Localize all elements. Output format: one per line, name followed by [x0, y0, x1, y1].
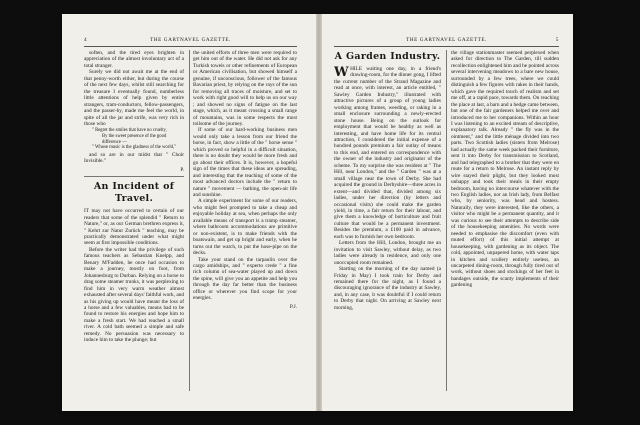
paragraph: Take your stand on the tarpaulin over the cargo amidships, and " experto crede " a fine rich column of sea-water played up and down the spine, will give you an appetite and help you through the day far better than the business office or wherever you find scope for your energies.: [193, 256, 297, 302]
drop-cap: W: [334, 65, 349, 80]
quote-line: " Regret the smiles that have no cruelty,: [92, 128, 167, 134]
paragraph: IT may not have occurred to certain of our readers that some of the splendid " Return to Nature," or, as our German brethren express it, " Kehrt zur Natur Zurück " teaching, may be practically demonstrated under what might seem at first impossible conditions.: [84, 208, 184, 247]
paragraph: Before the writer had the privilege of such famous teachers as Sebastian Kneipp, and Benary M'Fadden, he once had occasion to make a journey, mostly on foot, from Johannesburg to Durban. Relying on a horse to drag some steamer trunks, it was perplexing to find him in very warm weather almost exhausted after several days' faithful work, and as his giving up would have meant the loss of a horse and a few valuables, means had to be found to restore his energies and hope him to make a fresh start. We had reached a small river. A cold bath seemed a simple and safe remedy. No persuasion was necessary to induce him to take the plunge; but: [84, 246, 184, 344]
running-title: THE GARTNAVEL GAZETTE.: [149, 37, 232, 43]
verse-quote: [92, 128, 184, 150]
page-number: 5: [555, 37, 559, 43]
header-rule: [334, 46, 559, 47]
quote-line: difference —: [102, 139, 127, 145]
paragraph: If some of our hard-working business men would only take a lesson from our friend the horse, in fact, show a little of the " horse sense " which proved so helpful in a difficult situation, there is no doubt they would be more fresh and go about their offices. It is, however, a hopeful sign of the times that these ideas are spreading, and interesting that the teaching of some of the most advanced doctors include the " return to nature " movement — bathing, the open-air life and sunshine.: [193, 127, 297, 198]
right-column-2: [451, 50, 559, 393]
signature: P.J.: [289, 303, 297, 310]
section-divider: [84, 176, 184, 177]
paragraph: Letters from the Hill, London, brought me an invitation to visit Sawley, without delay, as two ladies were already in residence, and only one unoccupied room remained.: [334, 240, 441, 266]
paragraph: and so are in our midst that " Choir Invisible.": [84, 151, 184, 165]
running-title: THE GARTNAVEL GAZETTE.: [405, 37, 488, 43]
right-column-1: [334, 50, 441, 393]
paragraph: [334, 66, 441, 240]
quote-line: " Whose music is the gladness of the world,": [92, 145, 177, 151]
running-header: [84, 36, 297, 44]
signature: P.: [180, 166, 184, 173]
right-page: [322, 14, 573, 411]
column-divider: [189, 50, 190, 391]
left-column-2: [193, 50, 297, 393]
paragraph: the united efforts of three men were required to get him out of the water. He did not ask for any Turkish towels or other refinements of European or American civilisation, but showed himself a genuine, if unconscious, follower of the famous Bavarian priest, by relying on the rays of the sun for removing all traces of moisture, and set to work with right good will to help us on our way ; and showed no signs of fatigue on the last stage, which, as it meant crossing a small range of mountains, was in some respects the most toilsome of the journey.: [193, 50, 297, 127]
header-rule: [84, 46, 297, 47]
running-header: [334, 36, 559, 44]
left-column-1: [84, 50, 184, 393]
magazine-spread: [62, 14, 573, 411]
paragraph: Starting on the morning of the day named (a Friday in May) I took train for Derby and remained there for the night, as I found a discouraging ignorance of the industry at Sawley, and, in any case, it was doubtful if I could return to Derby that night. On arriving at Sawley next morning,: [334, 266, 441, 311]
quote-line: By the sweet presence of the good: [102, 134, 167, 140]
paragraph-text: HILE waiting one day, in a friend's drawing-room, for the dinner gong, I lifted the current number of the Strand Magazine and read at once, with interest, an article entitled, " Sawley Garden Industry," illustrated with attractive pictures of a group of young ladies working among frames, weeding, or raking in a small enclosure surrounding a newly-erected stone house. Being on the outlook for employment that would be healthy as well as interesting, and have home life for its central attraction, I considered the initial expense of a hundred pounds premium a fair outlay of means to this end, and entered on correspondence with the owner of the industry and originator of the scheme. To my surprise she was resident at " The Hill, near London," and the " Garden " was at a small village near the town of Derby. She had acquired the ground in Derbyshire—three acres in extent—and divided that, divided among six ladies, under her direction (by letters and occasional visits) she could make the garden yield, in time, a fair return for their labour, and give them a knowledge of horticulture and fruit culture that would be a permanent investment. Besides the premium, a £100 paid in advance, each was to furnish her own bedroom.: [334, 66, 441, 240]
paragraph: the village stationmaster seemed perplexed when asked for direction to The Garden, till sudden recollection enlightened him and he pointed across several intervening meadows to a bare new house, surrounded by a few trees, where we could distinguish a few figures with rakes in their hands, which gave the required touch of realism and set me off, at a rapid pace, towards them. On reaching the place at last, a barn and a hedge came between, but one of the fair gardeners helped me over and introduced me to her companions. Within an hour I was listening to an excited stream of descriptive, explanatory talk. Already " the fly was in the ointment," and the little ménage divided into two parts. Two Scottish ladies (sisters from Melrose) had actually the same week packed their furniture, sent it into Derby for transmission to Scotland, and had telegraphed to a brother that they were en route for a return to Melrose. An instant reply by wire stayed their plight, but they looked most unhappy and took their meals in their empty bedroom, having no intercourse whatever with the two English ladies, nor an Irish lady, from Belfast who, by seniority, was head and hostess. Naturally, they were interested, like the others, a visitor who might be a permanent quantity, and it was curious to see their attempts to describe side of the housekeeping amenities. No words were needed to emphasise the discomfort (even with muted effort) of this initial attempt at housekeeping, with gardening as its object. The cold, appointed, unpapered home, with water taps in kitchen and scullery entirely useless, an uncarpeted dining-room, through fully tired out of work, without shoes and stockings of her feet in bandages outside, the scanty implements of their gardening: [451, 50, 559, 289]
paragraph: A simple experiment for some of our readers, who might feel prompted to take a cheap and enjoyable holiday at sea, when perhaps the only available means of transport is a tramp steamer, where bathroom accommodations are primitive or non-existent, is to make friends with the boatswain, and get up bright and early, when he turns out the watch, to put the hose-pipe on the decks.: [193, 198, 297, 257]
paragraph: soften, and the tired eyes brighten in appreciation of the almost involuntary act of a total stranger.: [84, 50, 184, 69]
column-divider: [446, 50, 447, 391]
paragraph: Surely we did not await me at the end of that penny-worth either, but during the course of the next few days, whilst still searching for the treasure I eventually found, numberless little attentions of help given by entire strangers, tram-conductors, fellow-passengers, and the passer-by, made me feel the world, in spite of all the jar and strife, was very rich in those who: [84, 69, 184, 127]
article-heading: A Garden Industry.: [334, 51, 441, 62]
article-heading: An Incident of Travel.: [93, 181, 175, 205]
left-page: [62, 14, 316, 411]
page-number: 4: [84, 37, 88, 43]
